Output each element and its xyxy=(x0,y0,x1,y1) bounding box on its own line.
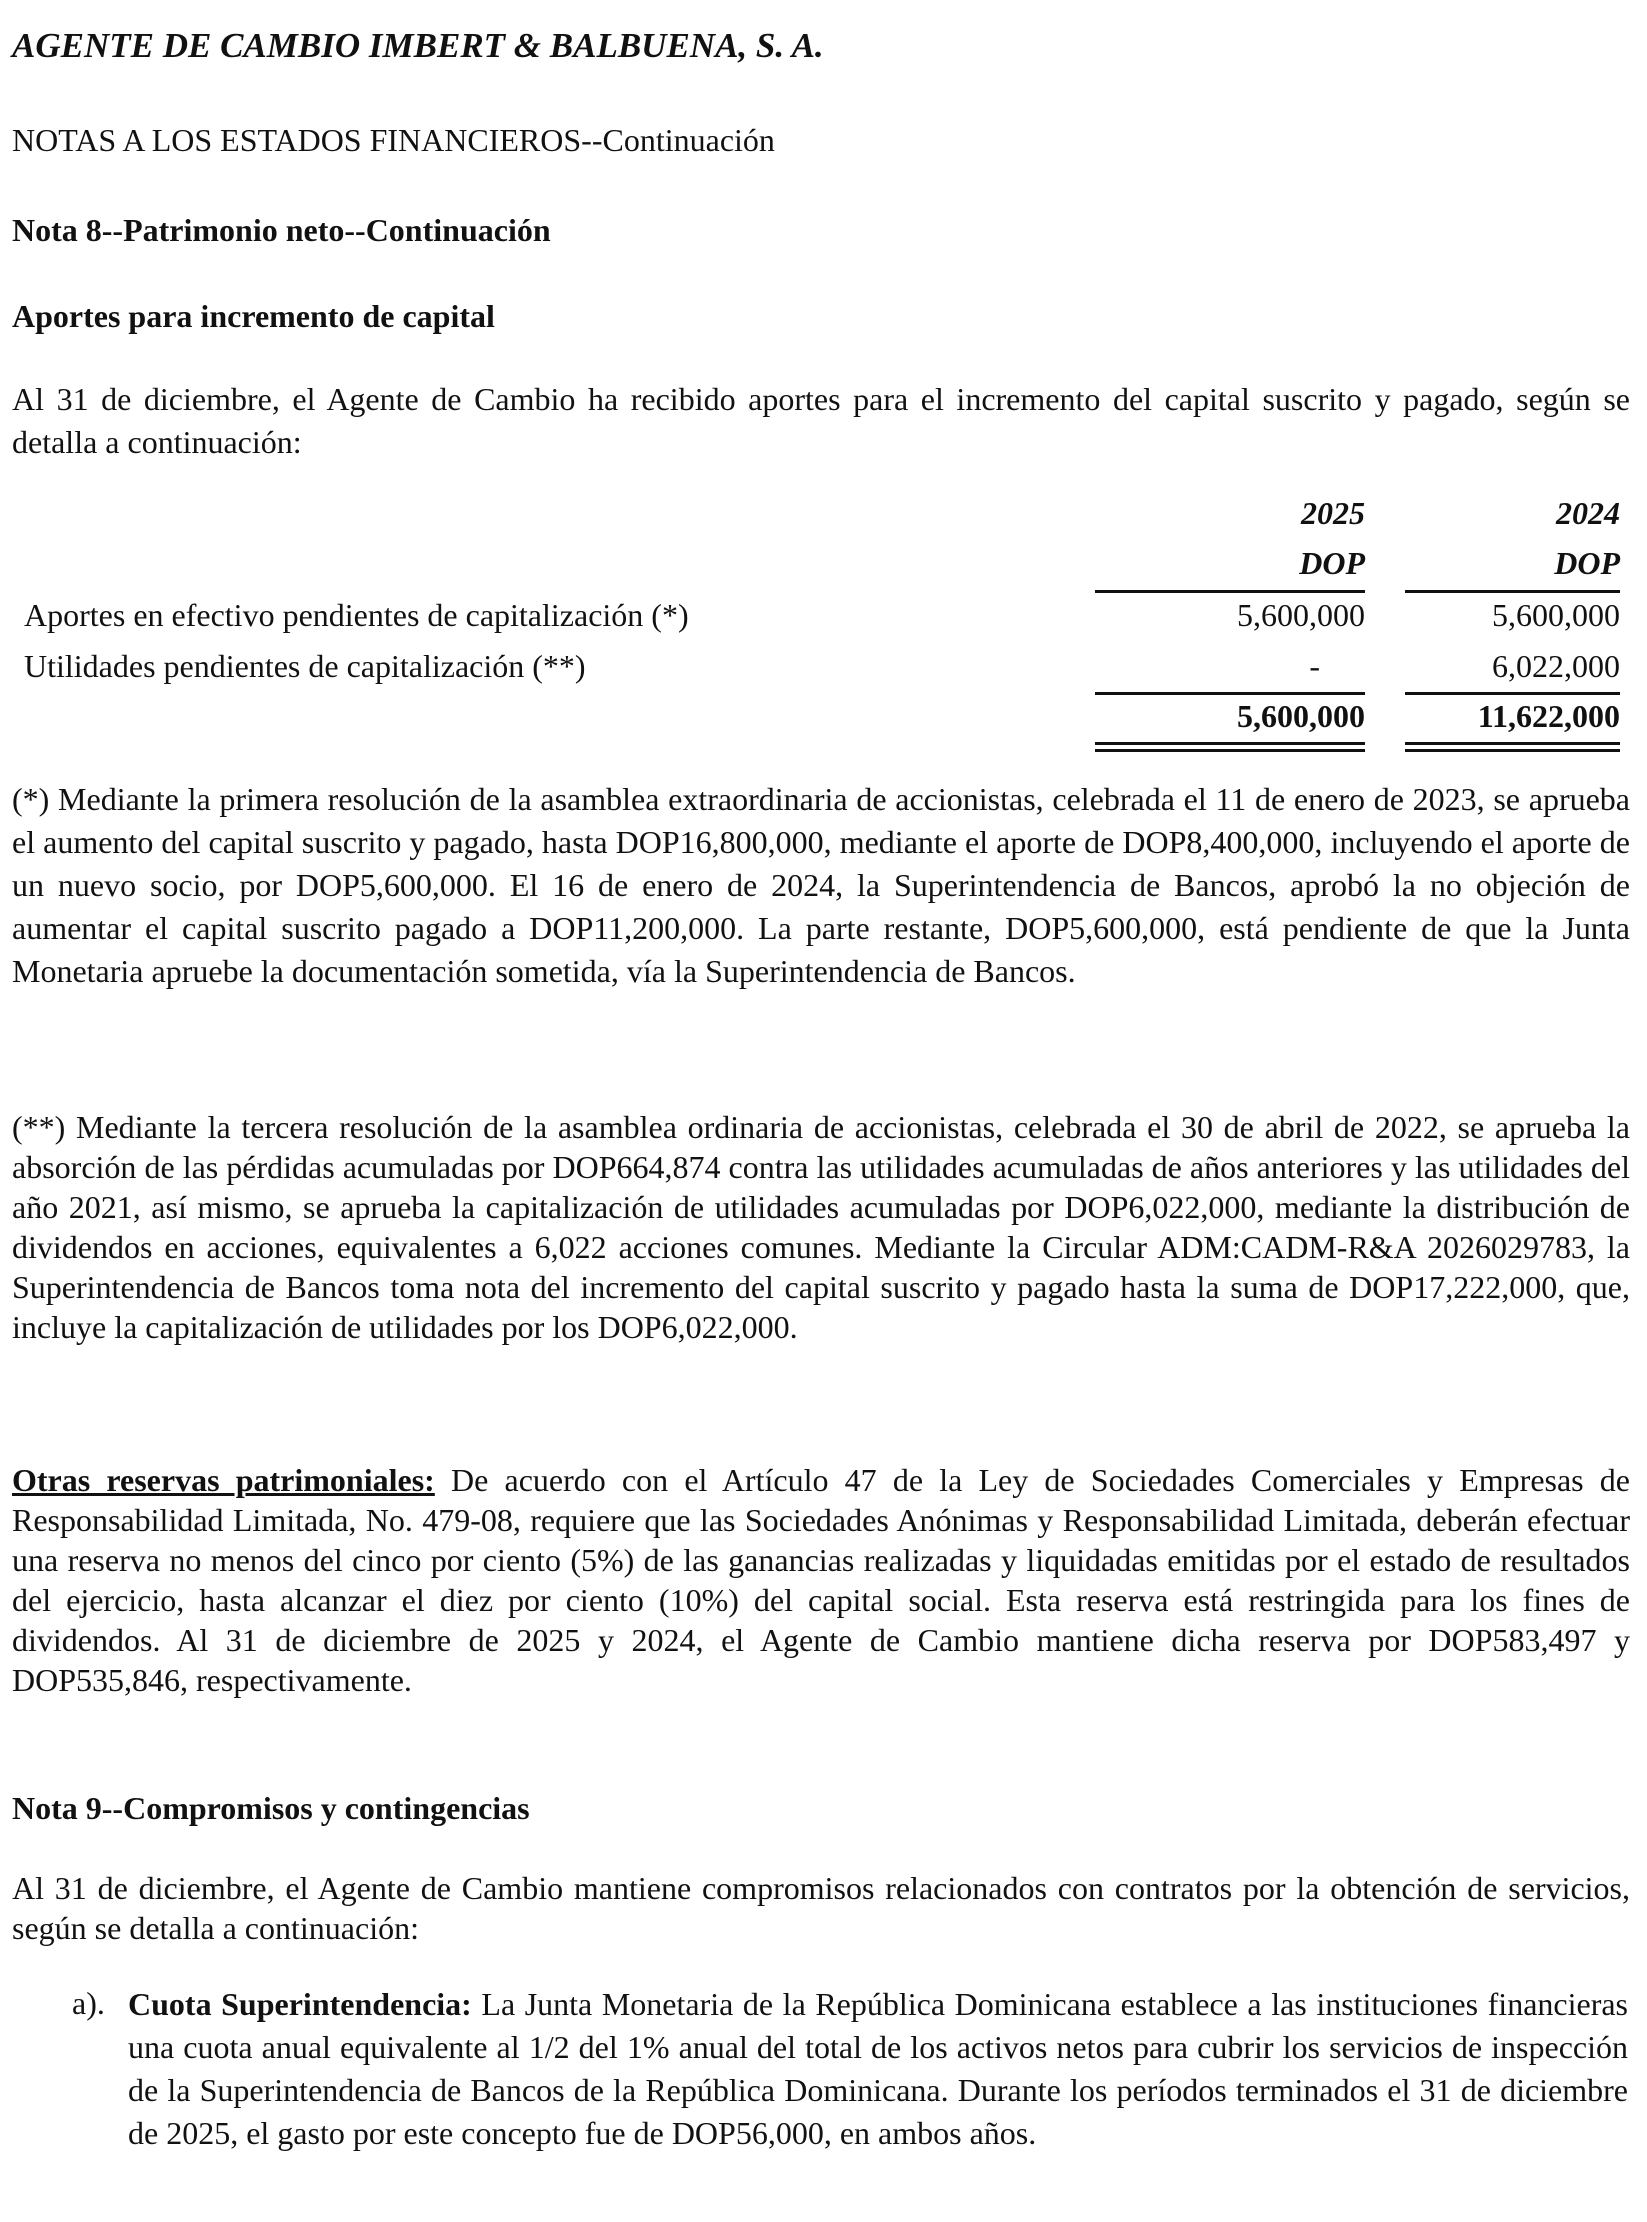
table-row-label: Aportes en efectivo pendientes de capitalización (*) xyxy=(24,597,689,633)
total-rule-2025 xyxy=(1095,692,1365,695)
note9-intro: Al 31 de diciembre, el Agente de Cambio mantiene compromisos relacionados con contratos por la obtención de servicios, según se detalla a continuación: xyxy=(12,1870,1630,1946)
other-reserves-paragraph xyxy=(12,1460,1630,1700)
double-rule-top-2024 xyxy=(1405,742,1620,745)
note9-title: Nota 9--Compromisos y contingencias xyxy=(12,1790,530,1826)
header-underline-2025 xyxy=(1095,590,1365,593)
document-subtitle: NOTAS A LOS ESTADOS FINANCIEROS--Continuación xyxy=(12,122,775,158)
col-currency-2024: DOP xyxy=(1554,545,1620,581)
col-currency-2025: DOP xyxy=(1299,545,1365,581)
double-rule-bottom-2024 xyxy=(1405,749,1620,752)
table-cell-2025: - xyxy=(1309,648,1320,684)
header-underline-2024 xyxy=(1405,590,1620,593)
footnote-1: (*) Mediante la primera resolución de la asamblea extraordinaria de accionistas, celebrada el 11 de enero de 2023, se aprueba el aumento del capital suscrito y pagado, hasta DOP16,800,000, mediante el aporte de DOP8,400,000, incluyendo el aporte de un nuevo socio, por DOP5,600,000. El 16 de enero de 2024, la Superintendencia de Bancos, aprobó la no objeción de aumentar el capital suscrito pagado a DOP11,200,000. La parte restante, DOP5,600,000, está pendiente de que la Junta Monetaria apruebe la documentación sometida, vía la Superintendencia de Bancos. xyxy=(12,781,1630,989)
total-2024: 11,622,000 xyxy=(1477,698,1620,734)
double-rule-bottom-2025 xyxy=(1095,749,1365,752)
note8-intro: Al 31 de diciembre, el Agente de Cambio ha recibido aportes para el incremento del capital suscrito y pagado, según se detalla a continuación: xyxy=(12,381,1630,460)
double-rule-top-2025 xyxy=(1095,742,1365,745)
other-reserves-title: Otras reservas patrimoniales: xyxy=(12,1462,435,1498)
footnote-2: (**) Mediante la tercera resolución de la asamblea ordinaria de accionistas, celebrada el 30 de abril de 2022, se aprueba la absorción de las pérdidas acumuladas por DOP664,874 contra las utilidades acumuladas de años anteriores y las utilidades del año 2021, así mismo, se aprueba la capitalización de utilidades acumuladas por DOP6,022,000, mediante la distribución de dividendos en acciones, equivalentes a 6,022 acciones comunes. Mediante la Circular ADM:CADM-R&A 2026029783, la Superintendencia de Bancos toma nota del incremento del capital suscrito y pagado hasta la suma de DOP17,222,000, que, incluye la capitalización de utilidades por los DOP6,022,000. xyxy=(12,1109,1630,1345)
total-rule-2024 xyxy=(1405,692,1620,695)
item-a-text: La Junta Monetaria de la República Dominicana establece a las instituciones financieras una cuota anual equivalente al 1/2 del 1% anual del total de los activos netos para cubrir los servicios de inspección de la Superintendencia de Bancos de la República Dominicana. Durante los períodos terminados el 31 de diciembre de 2025, el gasto por este concepto fue de DOP56,000, en ambos años. xyxy=(128,1986,1629,2151)
item-a-marker: a). xyxy=(72,1985,105,2021)
table-cell-2025: 5,600,000 xyxy=(1237,597,1365,633)
item-a-title: Cuota Superintendencia: xyxy=(128,1986,472,2022)
section-title-aportes: Aportes para incremento de capital xyxy=(12,298,495,334)
col-year-2025: 2025 xyxy=(1301,495,1365,531)
table-cell-2024: 5,600,000 xyxy=(1492,597,1620,633)
col-year-2024: 2024 xyxy=(1556,495,1620,531)
table-cell-2024: 6,022,000 xyxy=(1492,648,1620,684)
other-reserves-text: De acuerdo con el Artículo 47 de la Ley de Sociedades Comerciales y Empresas de Responsabilidad Limitada, No. 479-08, requiere que las Sociedades Anónimas y Responsabilidad Limitada, deberán efectuar una reserva no menos del cinco por ciento (5%) de las ganancias realizadas y liquidadas emitidas por el estado de resultados del ejercicio, hasta alcanzar el diez por ciento (10%) del capital social. Esta reserva está restringida para los fines de dividendos. Al 31 de diciembre de 2025 y 2024, el Agente de Cambio mantiene dicha reserva por DOP583,497 y DOP535,846, respectivamente. xyxy=(12,1462,1631,1698)
item-a-paragraph xyxy=(128,1983,1628,2155)
note8-title: Nota 8--Patrimonio neto--Continuación xyxy=(12,212,551,248)
total-2025: 5,600,000 xyxy=(1237,698,1365,734)
table-row-label: Utilidades pendientes de capitalización (**) xyxy=(24,648,586,684)
company-name: AGENTE DE CAMBIO IMBERT & BALBUENA, S. A. xyxy=(12,26,824,65)
